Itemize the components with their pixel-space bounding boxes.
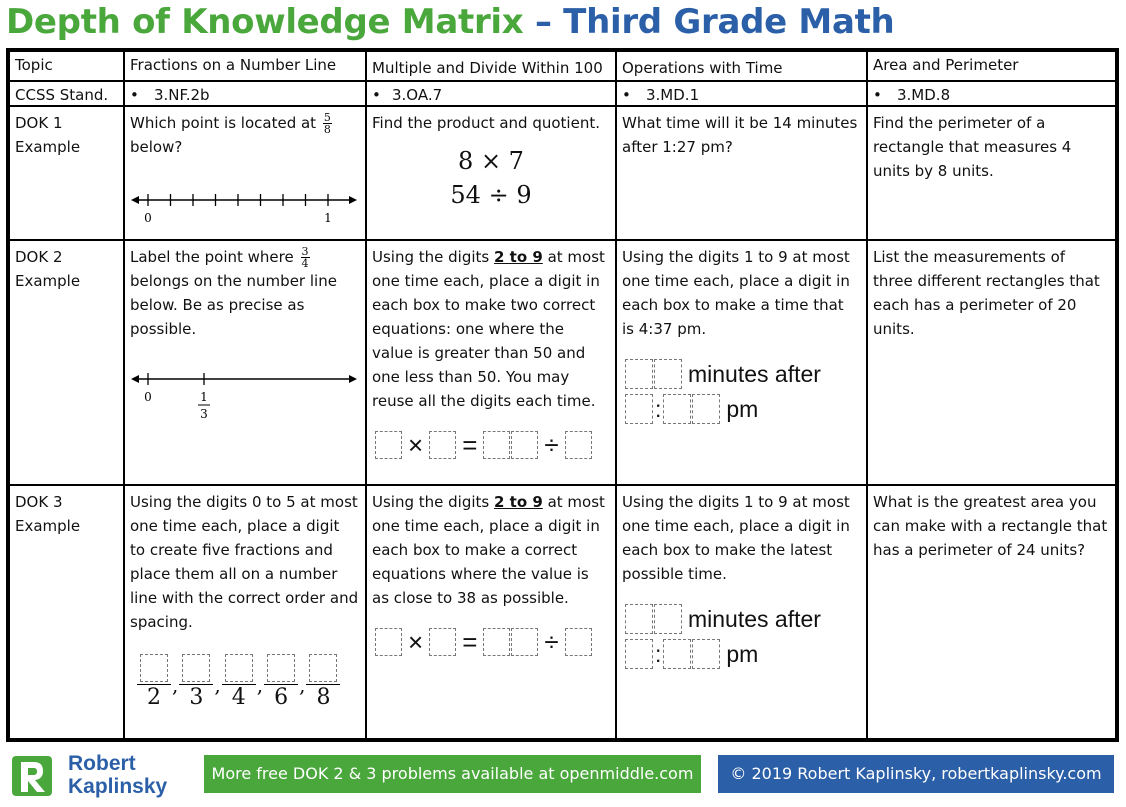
denominator: 8 [316,685,331,710]
standard-code: 3.MD.1 [646,86,700,104]
dok3-time-text: Using the digits 1 to 9 at most one time each, place a digit in each box to make the latest possible time. [622,493,850,583]
number-line-end-label: 1 [324,211,332,225]
logo-r-icon [10,754,56,800]
dok3-multiply-text-a: Using the digits [372,493,494,511]
number-line-start-label: 0 [144,390,152,404]
digit-box[interactable] [429,628,456,656]
numerator: 3 [301,245,309,258]
logo-line-2: Kaplinsky [68,775,168,798]
digit-box[interactable] [663,639,691,669]
equation-quotient: 54 ÷ 9 [450,181,532,209]
openmiddle-promo-link[interactable]: More free DOK 2 & 3 problems available at openmiddle.com [204,755,701,793]
digits-range-emphasis: 2 to 9 [494,493,543,511]
dok3-fractions-text: Using the digits 0 to 5 at most one time each, place a digit to create five fractions and place them all on a number line with the correct order and spacing. [130,493,359,631]
numerator-box[interactable] [267,654,295,682]
dok3-multiply-cell [367,486,615,738]
digit-box[interactable] [692,639,720,669]
digit-box[interactable] [625,359,653,389]
dok3-area-text: What is the greatest area you can make with a rectangle that has a perimeter of 24 units? [873,493,1108,559]
dok1-area-cell [868,107,1115,239]
numerator-box[interactable] [309,654,337,682]
denominator: 4 [301,257,309,270]
fraction-mark-numerator: 1 [200,390,208,404]
digit-box[interactable] [429,431,456,459]
equals-sign: = [462,627,478,657]
copyright-banner[interactable]: © 2019 Robert Kaplinsky, robertkaplinsky.com [718,755,1114,793]
dok3-label: DOK 3 Example [15,493,81,535]
comma: , [256,673,264,697]
bullet: • [873,86,882,104]
dok1-multiply-cell [367,107,615,239]
pm-label: pm [726,396,759,422]
dok1-area-text: Find the perimeter of a rectangle that measures 4 units by 8 units. [873,114,1072,180]
dok2-multiply-text-b: at most one time each, place a digit in each box to make two correct equations: one where the value is greater than 50 and one less than 50. You may reuse all the digits each time. [372,248,605,410]
title-part-1: Depth of Knowledge Matrix [6,2,524,42]
dok2-label: DOK 2 Example [15,248,81,290]
standard-code: 3.MD.8 [897,86,951,104]
dok3-area-cell [868,486,1115,738]
dok1-fractions-text-b: below? [130,138,183,156]
minutes-after-label: minutes after [688,606,821,632]
divide-sign: ÷ [544,430,559,460]
dok3-multiply-text-b: at most one time each, place a digit in each box to make a correct equations where the value is as close to 38 as possible. [372,493,605,607]
fraction-slot [179,654,213,711]
dok1-label: DOK 1 Example [15,114,81,156]
fraction-five-eighths [323,112,332,135]
standard-multiply-divide [367,82,615,105]
comma: , [172,673,179,697]
topic-area-perimeter: Area and Perimeter [873,56,1019,74]
bullet: • [372,86,381,104]
numerator-box[interactable] [182,654,210,682]
digit-box[interactable] [483,628,510,656]
divide-sign: ÷ [544,627,559,657]
numerator: 5 [323,111,331,124]
minutes-row [625,359,821,389]
robert-kaplinsky-logo[interactable] [10,752,190,802]
equation-product: 8 × 7 [458,147,524,175]
dok2-multiply-text-a: Using the digits [372,248,494,266]
number-line-start-label: 0 [144,211,152,225]
digit-box[interactable] [663,394,691,424]
dok2-fractions-text-b: belongs on the number line below. Be as precise as possible. [130,272,337,338]
topic-label: Topic [15,56,53,74]
dok2-fractions-text-a: Label the point where [130,248,294,266]
number-line-eighths [131,185,357,225]
digit-box[interactable] [511,431,538,459]
dok1-time-cell [617,107,866,239]
dok2-time-cell [617,241,866,484]
standard-area [868,82,1115,105]
digit-box[interactable] [654,359,682,389]
digit-box[interactable] [625,604,653,634]
clock-time-row [625,639,758,669]
digit-box[interactable] [565,431,592,459]
clock-time-row [625,394,758,424]
digit-box[interactable] [692,394,720,424]
fraction-slot [264,654,298,711]
fraction-slot [222,654,256,711]
colon: : [655,396,662,422]
title-part-2: – Third Grade Math [523,2,895,42]
logo-line-1: Robert [68,752,136,775]
comma: , [214,673,221,697]
bullet: • [622,86,631,104]
topic-time: Operations with Time [622,59,783,77]
standard-fractions [125,82,365,105]
topic-fractions: Fractions on a Number Line [130,56,337,74]
fraction-mark-denominator: 3 [200,407,208,421]
digit-box[interactable] [375,431,402,459]
times-sign: × [408,430,424,460]
times-sign: × [408,627,424,657]
pm-label: pm [726,641,759,667]
digit-box[interactable] [565,628,592,656]
fraction-slot [137,654,171,711]
number-line-thirds [131,369,357,429]
dok3-time-cell [617,486,866,738]
denominator: 8 [323,123,331,136]
topic-multiply-divide: Multiple and Divide Within 100 [372,59,603,77]
digit-box[interactable] [625,394,653,424]
fraction-three-fourths [301,246,310,269]
numerator-box[interactable] [225,654,253,682]
minutes-row [625,604,821,634]
equation-boxes-row [375,628,592,656]
minutes-after-label: minutes after [688,361,821,387]
equals-sign: = [462,430,478,460]
equation-boxes-row [375,431,592,459]
digit-box[interactable] [511,628,538,656]
dok-matrix-table [6,48,1119,742]
dok2-fractions-cell [125,241,365,484]
digits-range-emphasis: 2 to 9 [494,248,543,266]
standard-code: 3.OA.7 [392,86,443,104]
denominator: 3 [189,685,204,710]
colon: : [655,641,662,667]
digit-box[interactable] [375,628,402,656]
digit-box[interactable] [483,431,510,459]
dok1-multiply-text: Find the product and quotient. [372,114,600,132]
dok2-time-text: Using the digits 1 to 9 at most one time each, place a digit in each box to make a time that is 4:37 pm. [622,248,850,338]
digit-box[interactable] [654,604,682,634]
denominator: 4 [231,685,246,710]
dok3-fractions-cell [125,486,365,738]
standards-label: CCSS Stand. [15,86,109,104]
standard-time [617,82,866,105]
dok1-fractions-text-a: Which point is located at [130,114,317,132]
denominator: 6 [274,685,289,710]
bullet: • [130,86,139,104]
dok2-area-cell [868,241,1115,484]
logo-text [68,752,167,798]
numerator-box[interactable] [140,654,168,682]
standard-code: 3.NF.2b [154,86,210,104]
comma: , [299,673,306,697]
five-fractions-row [137,654,340,711]
digit-box[interactable] [625,639,653,669]
page-title [6,0,894,44]
fraction-slot [306,654,340,711]
dok2-area-text: List the measurements of three different rectangles that each has a perimeter of 20 units. [873,248,1100,338]
dok2-multiply-cell [367,241,615,484]
dok1-fractions-cell [125,107,365,239]
denominator: 2 [147,685,161,710]
dok1-time-text: What time will it be 14 minutes after 1:27 pm? [622,114,858,156]
